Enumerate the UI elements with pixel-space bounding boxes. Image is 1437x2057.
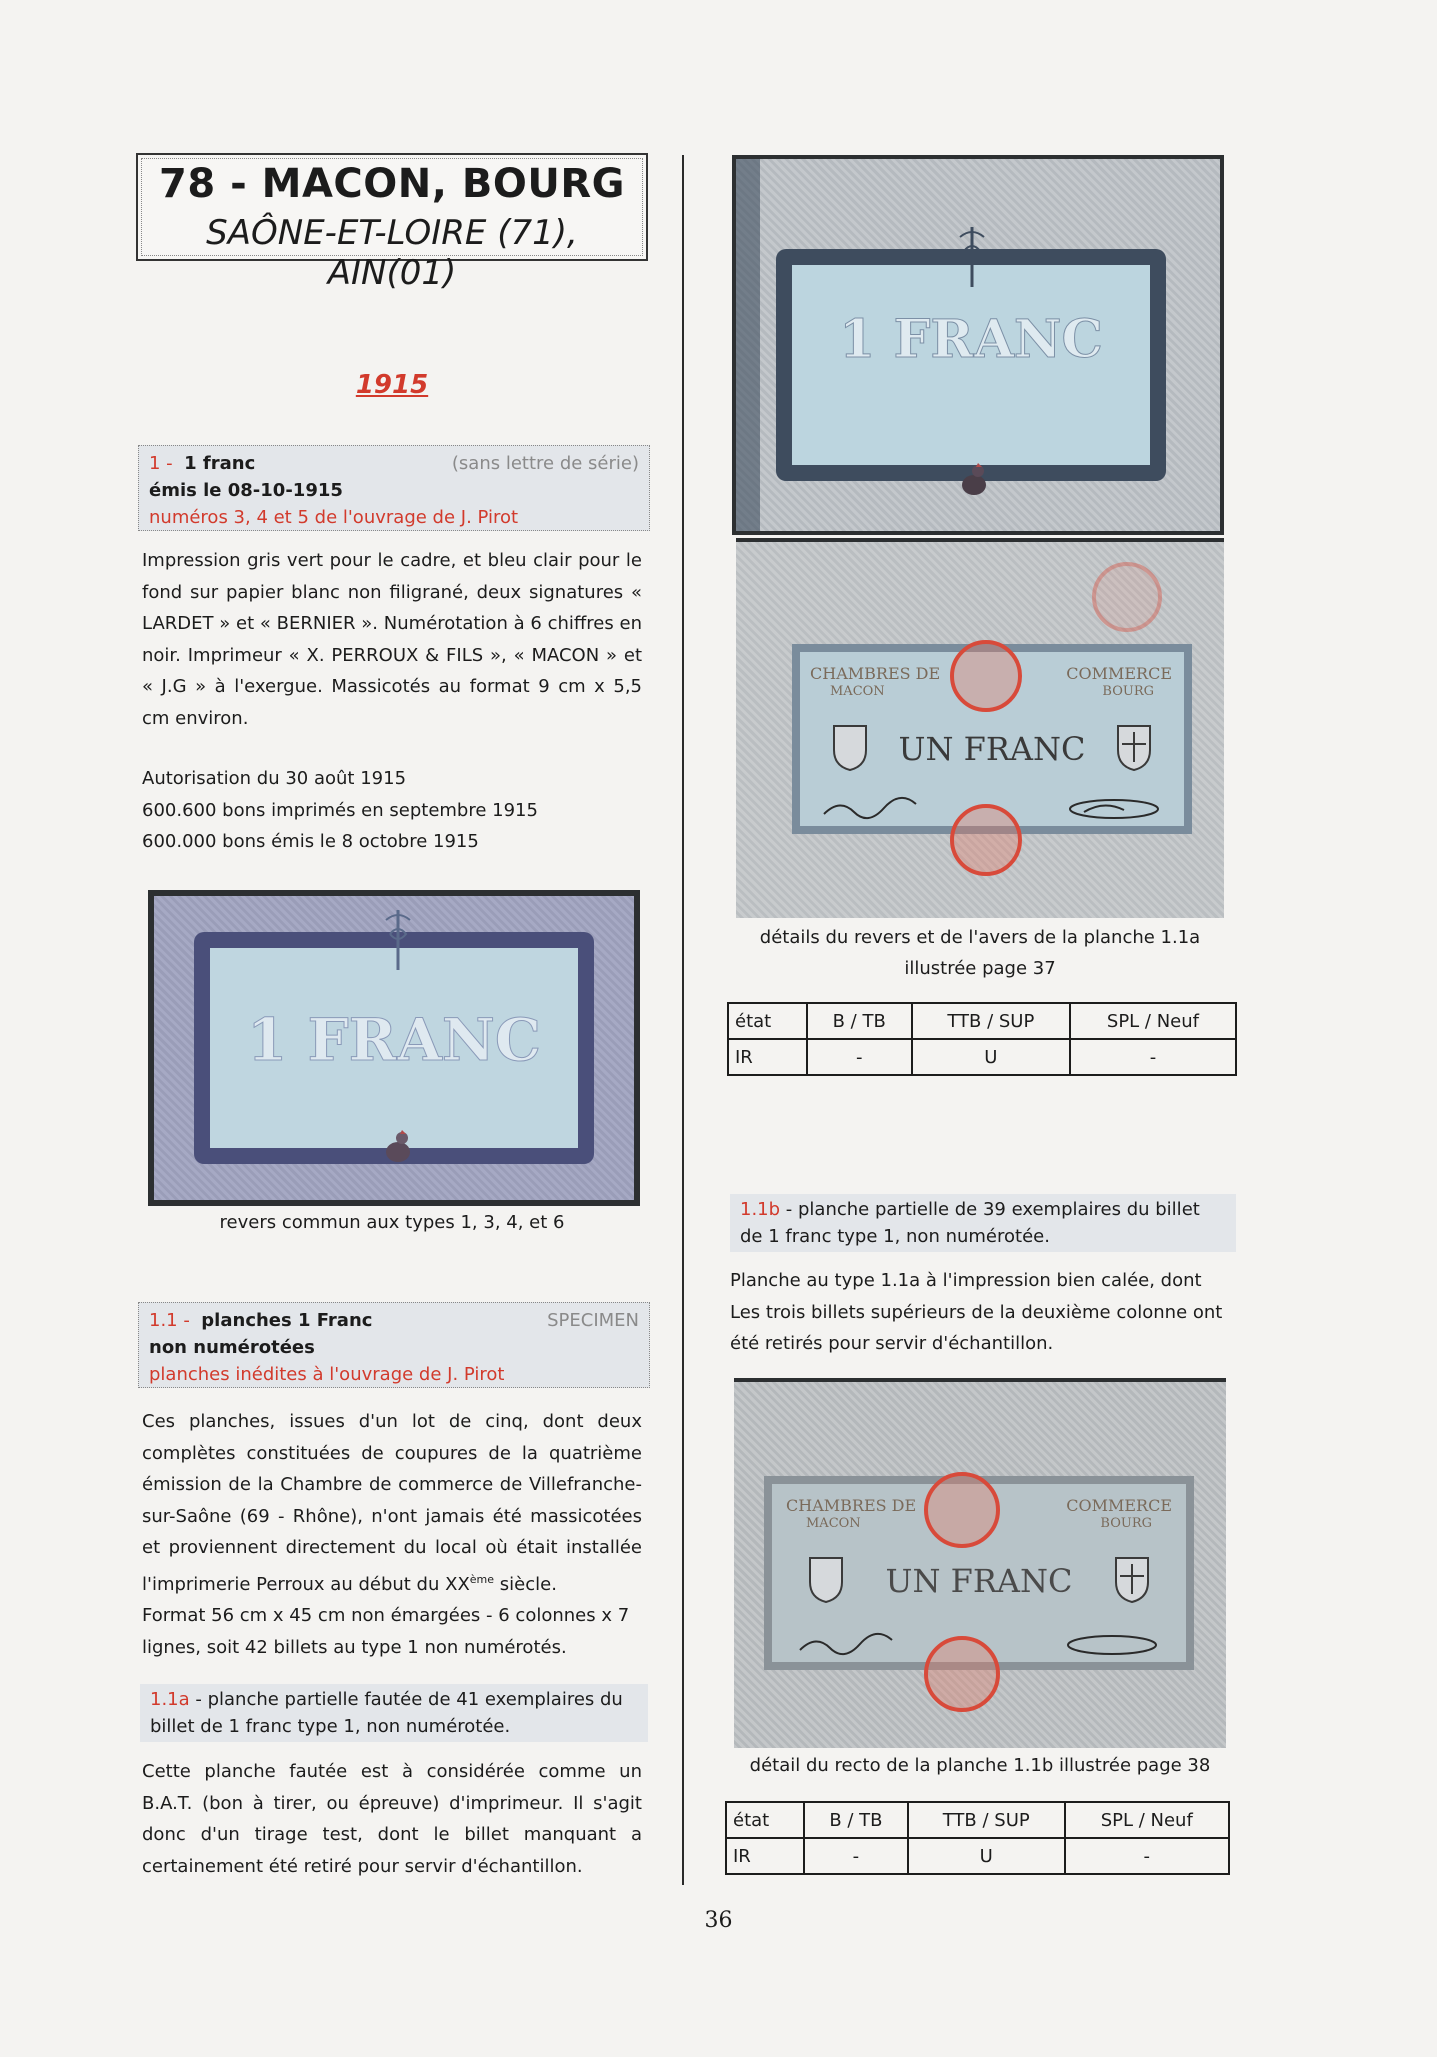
stat-line: 600.000 bons émis le 8 octobre 1915	[142, 831, 479, 852]
signature-left	[820, 796, 920, 822]
caduceus-icon	[382, 910, 414, 970]
entry-1-1b-number: 1.1b	[740, 1199, 781, 1220]
table-cell: IR	[726, 1838, 804, 1874]
table-header-cell: état	[728, 1003, 807, 1039]
year-heading: 1915	[355, 370, 429, 400]
red-seal-top	[950, 640, 1022, 712]
caption-revers: revers commun aux types 1, 3, 4, et 6	[219, 1212, 565, 1233]
coat-of-arms-icon	[1112, 1554, 1152, 1604]
planche-1-1b-recto-image	[734, 1378, 1226, 1748]
entry-1-1a-text: - planche partielle fautée de 41 exemplaires du billet de 1 franc type 1, non numérotée.	[150, 1689, 623, 1737]
coat-of-arms-icon	[806, 1554, 846, 1604]
entry-1-1b-heading	[730, 1194, 1236, 1252]
rooster-icon	[956, 461, 992, 501]
page-title: 78 - MACON, BOURG	[159, 161, 625, 207]
entry-1-number: 1 -	[149, 453, 173, 474]
recto-chambres-text: CHAMBRES DE	[786, 1496, 917, 1515]
table-header-row	[728, 1003, 1236, 1039]
stat-line: 600.600 bons imprimés en septembre 1915	[142, 799, 538, 821]
table-header-cell: TTB / SUP	[912, 1003, 1070, 1039]
recto-value-text: UN FRANC	[885, 1562, 1073, 1600]
entry-1-1a-number: 1.1a	[150, 1689, 190, 1710]
entry-1-1-description	[142, 1406, 642, 1663]
desc-tail: siècle.	[494, 1573, 557, 1595]
entry-1-1a-heading	[140, 1684, 648, 1742]
table-cell: U	[908, 1838, 1065, 1874]
table-row	[728, 1039, 1236, 1075]
caduceus-icon	[956, 227, 988, 287]
caption-planche-1-1a: détails du revers et de l'avers de la planche 1.1a illustrée page 37	[759, 927, 1201, 979]
avers-bourg-text: BOURG	[1102, 684, 1154, 699]
adjacent-note-edge	[736, 159, 760, 531]
entry-1-name: 1 franc	[184, 453, 256, 474]
avers-chambres-text: CHAMBRES DE	[810, 664, 941, 683]
entry-1-1-note: SPECIMEN	[547, 1310, 639, 1331]
desc-format: Format 56 cm x 45 cm non émargées - 6 colonnes x 7 lignes, soit 42 billets au type 1 non numérotés.	[142, 1605, 630, 1658]
avers-commerce-text: COMMERCE	[1066, 664, 1172, 683]
revers-banknote-image	[148, 890, 640, 1206]
signature-left	[796, 1632, 896, 1658]
avers-macon-text: MACON	[830, 684, 885, 699]
entry-1-date: émis le 08-10-1915	[149, 480, 343, 501]
entry-1-1b-text: - planche partielle de 39 exemplaires du billet de 1 franc type 1, non numérotée.	[740, 1199, 1200, 1247]
table-header-cell: SPL / Neuf	[1065, 1802, 1229, 1838]
desc-sup: ème	[469, 1572, 495, 1586]
table-header-row	[726, 1802, 1229, 1838]
recto-commerce-text: COMMERCE	[1066, 1496, 1172, 1515]
table-cell: -	[804, 1838, 908, 1874]
table-header-cell: B / TB	[804, 1802, 908, 1838]
grade-table-1	[727, 1002, 1237, 1076]
entry-1-1-ref: planches inédites à l'ouvrage de J. Pirot	[149, 1364, 505, 1385]
table-header-cell: B / TB	[807, 1003, 912, 1039]
red-seal-top	[924, 1472, 1000, 1548]
faded-seal	[1092, 562, 1162, 632]
table-cell: IR	[728, 1039, 807, 1075]
caption-planche-1-1b: détail du recto de la planche 1.1b illustrée page 38	[749, 1755, 1211, 1776]
table-header-cell: SPL / Neuf	[1070, 1003, 1236, 1039]
page-number: 36	[704, 1908, 733, 1933]
title-box	[136, 153, 648, 293]
recto-macon-text: MACON	[806, 1516, 861, 1531]
desc-text: Ces planches, issues d'un lot de cinq, dont deux complètes constituées de coupures de la quatrième émission de la Chambre de commerce de Villefranche-sur-Saône (69 - Rhône), n'ont jamais été massicotées et proviennent directement du local où était installée l'imprimerie Perroux au début du XX	[142, 1411, 642, 1595]
red-seal-bottom	[924, 1636, 1000, 1712]
entry-1-ref: numéros 3, 4 et 5 de l'ouvrage de J. Pirot	[149, 507, 519, 528]
entry-1-1-box	[138, 1302, 650, 1388]
rooster-icon	[380, 1128, 416, 1168]
table-cell: -	[1065, 1838, 1229, 1874]
coat-of-arms-icon	[830, 722, 870, 772]
planche-revers-value-text: 1 FRANC	[839, 309, 1103, 370]
entry-1-box	[138, 445, 650, 531]
planche-avers-detail-image	[736, 538, 1224, 918]
entry-1-1-name: planches 1 Franc	[201, 1310, 373, 1331]
entry-1-1b-description: Planche au type 1.1a à l'impression bien calée, dont Les trois billets supérieurs de la deuxième colonne ont été retirés pour servir d'échantillon.	[730, 1270, 1223, 1354]
signature-right	[1062, 1632, 1162, 1658]
revers-value-text: 1 FRANC	[246, 1006, 542, 1074]
entry-1-1a-description: Cette planche fautée est à considérée comme un B.A.T. (bon à tirer, ou épreuve) d'imprimeur. Il s'agit donc d'un tirage test, dont le billet manquant a certainement été retiré pour servir d'échantillon.	[142, 1761, 642, 1877]
grade-table-2	[725, 1801, 1230, 1875]
entry-1-description: Impression gris vert pour le cadre, et bleu clair pour le fond sur papier blanc non filigrané, deux signatures « LARDET » et « BERNIER ». Numérotation à 6 chiffres en noir. Imprimeur « X. PERROUX & FILS », « MACON » et « J.G » à l'exergue. Massicotés au format 9 cm x 5,5 cm environ.	[142, 550, 642, 729]
table-cell: -	[1070, 1039, 1236, 1075]
table-cell: -	[807, 1039, 912, 1075]
page-subtitle: SAÔNE-ET-LOIRE (71), AIN(01)	[206, 213, 578, 293]
column-divider	[682, 155, 684, 1885]
table-header-cell: TTB / SUP	[908, 1802, 1065, 1838]
red-seal-bottom	[950, 804, 1022, 876]
entry-1-note: (sans lettre de série)	[451, 453, 639, 474]
table-cell: U	[912, 1039, 1070, 1075]
signature-right	[1064, 796, 1164, 822]
planche-revers-detail-image	[732, 155, 1224, 535]
coat-of-arms-icon	[1114, 722, 1154, 772]
recto-bourg-text: BOURG	[1100, 1516, 1152, 1531]
entry-1-1-number: 1.1 -	[149, 1310, 190, 1331]
table-row	[726, 1838, 1229, 1874]
entry-1-1-sub: non numérotées	[149, 1337, 315, 1358]
table-header-cell: état	[726, 1802, 804, 1838]
entry-1-stats	[142, 763, 642, 858]
stat-line: Autorisation du 30 août 1915	[142, 768, 407, 789]
avers-value-text: UN FRANC	[898, 730, 1086, 768]
